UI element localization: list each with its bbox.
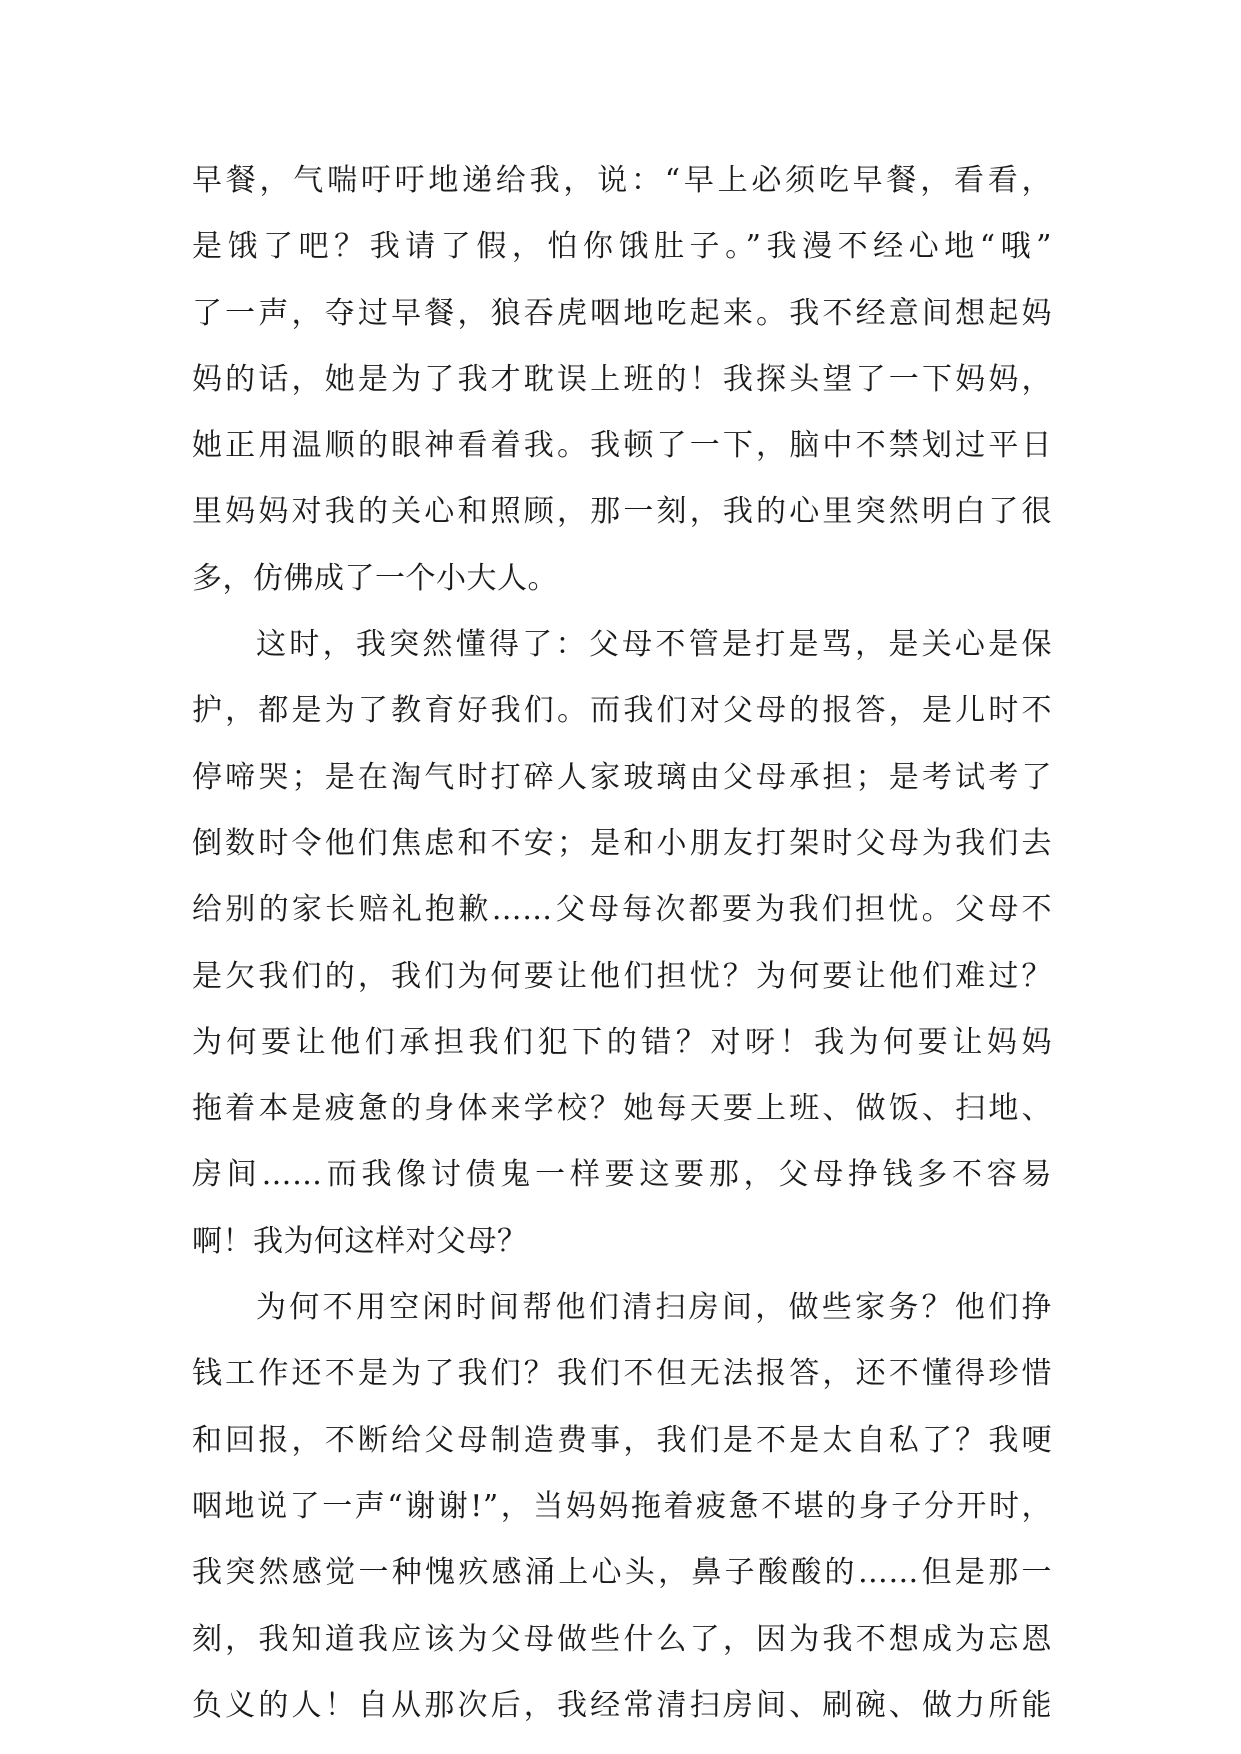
text-line: 是饿了吧？我请了假，怕你饿肚子。”我漫不经心地“哦” — [192, 229, 1052, 265]
text-line: 妈的话，她是为了我才耽误上班的！我探头望了一下妈妈， — [192, 361, 1052, 397]
text-line: 倒数时令他们焦虑和不安；是和小朋友打架时父母为我们去 — [192, 825, 1052, 861]
text-line: 多，仿佛成了一个小大人。 — [192, 560, 558, 596]
text-line: 是欠我们的，我们为何要让他们担忧？为何要让他们难过？ — [192, 958, 1052, 994]
text-line: 拖着本是疲惫的身体来学校？她每天要上班、做饭、扫地、 — [192, 1091, 1052, 1127]
text-line: 负义的人！自从那次后，我经常清扫房间、刷碗、做力所能 — [192, 1687, 1052, 1723]
text-line: 房间……而我像讨债鬼一样要这要那，父母挣钱多不容易 — [192, 1157, 1052, 1193]
text-line: 早餐，气喘吁吁地递给我，说：“早上必须吃早餐，看看， — [192, 163, 1052, 198]
text-line: 了一声，夺过早餐，狼吞虎咽地吃起来。我不经意间想起妈 — [192, 295, 1052, 331]
text-line: 咽地说了一声“谢谢!”，当妈妈拖着疲惫不堪的身子分开时， — [192, 1488, 1052, 1524]
paragraph-start-line: 这时，我突然懂得了：父母不管是打是骂，是关心是保 — [256, 627, 1052, 663]
text-line: 我突然感觉一种愧疚感涌上心头，鼻子酸酸的……但是那一 — [192, 1555, 1052, 1591]
text-line: 为何要让他们承担我们犯下的错？对呀！我为何要让妈妈 — [192, 1024, 1052, 1060]
text-line: 啊！我为何这样对父母？ — [192, 1223, 528, 1259]
text-line: 和回报，不断给父母制造费事，我们是不是太自私了？我哽 — [192, 1422, 1052, 1458]
text-line: 护，都是为了教育好我们。而我们对父母的报答，是儿时不 — [192, 693, 1052, 729]
text-line: 里妈妈对我的关心和照顾，那一刻，我的心里突然明白了很 — [192, 494, 1052, 530]
text-line: 刻，我知道我应该为父母做些什么了，因为我不想成为忘恩 — [192, 1621, 1052, 1657]
text-line: 她正用温顺的眼神看着我。我顿了一下，脑中不禁划过平日 — [192, 428, 1052, 464]
text-line: 停啼哭；是在淘气时打碎人家玻璃由父母承担；是考试考了 — [192, 759, 1052, 795]
text-line: 钱工作还不是为了我们？我们不但无法报答，还不懂得珍惜 — [192, 1356, 1052, 1392]
paragraph-start-line: 为何不用空闲时间帮他们清扫房间，做些家务？他们挣 — [256, 1290, 1052, 1326]
text-line: 给别的家长赔礼抱歉……父母每次都要为我们担忧。父母不 — [192, 892, 1052, 928]
document-body — [192, 148, 1052, 1739]
